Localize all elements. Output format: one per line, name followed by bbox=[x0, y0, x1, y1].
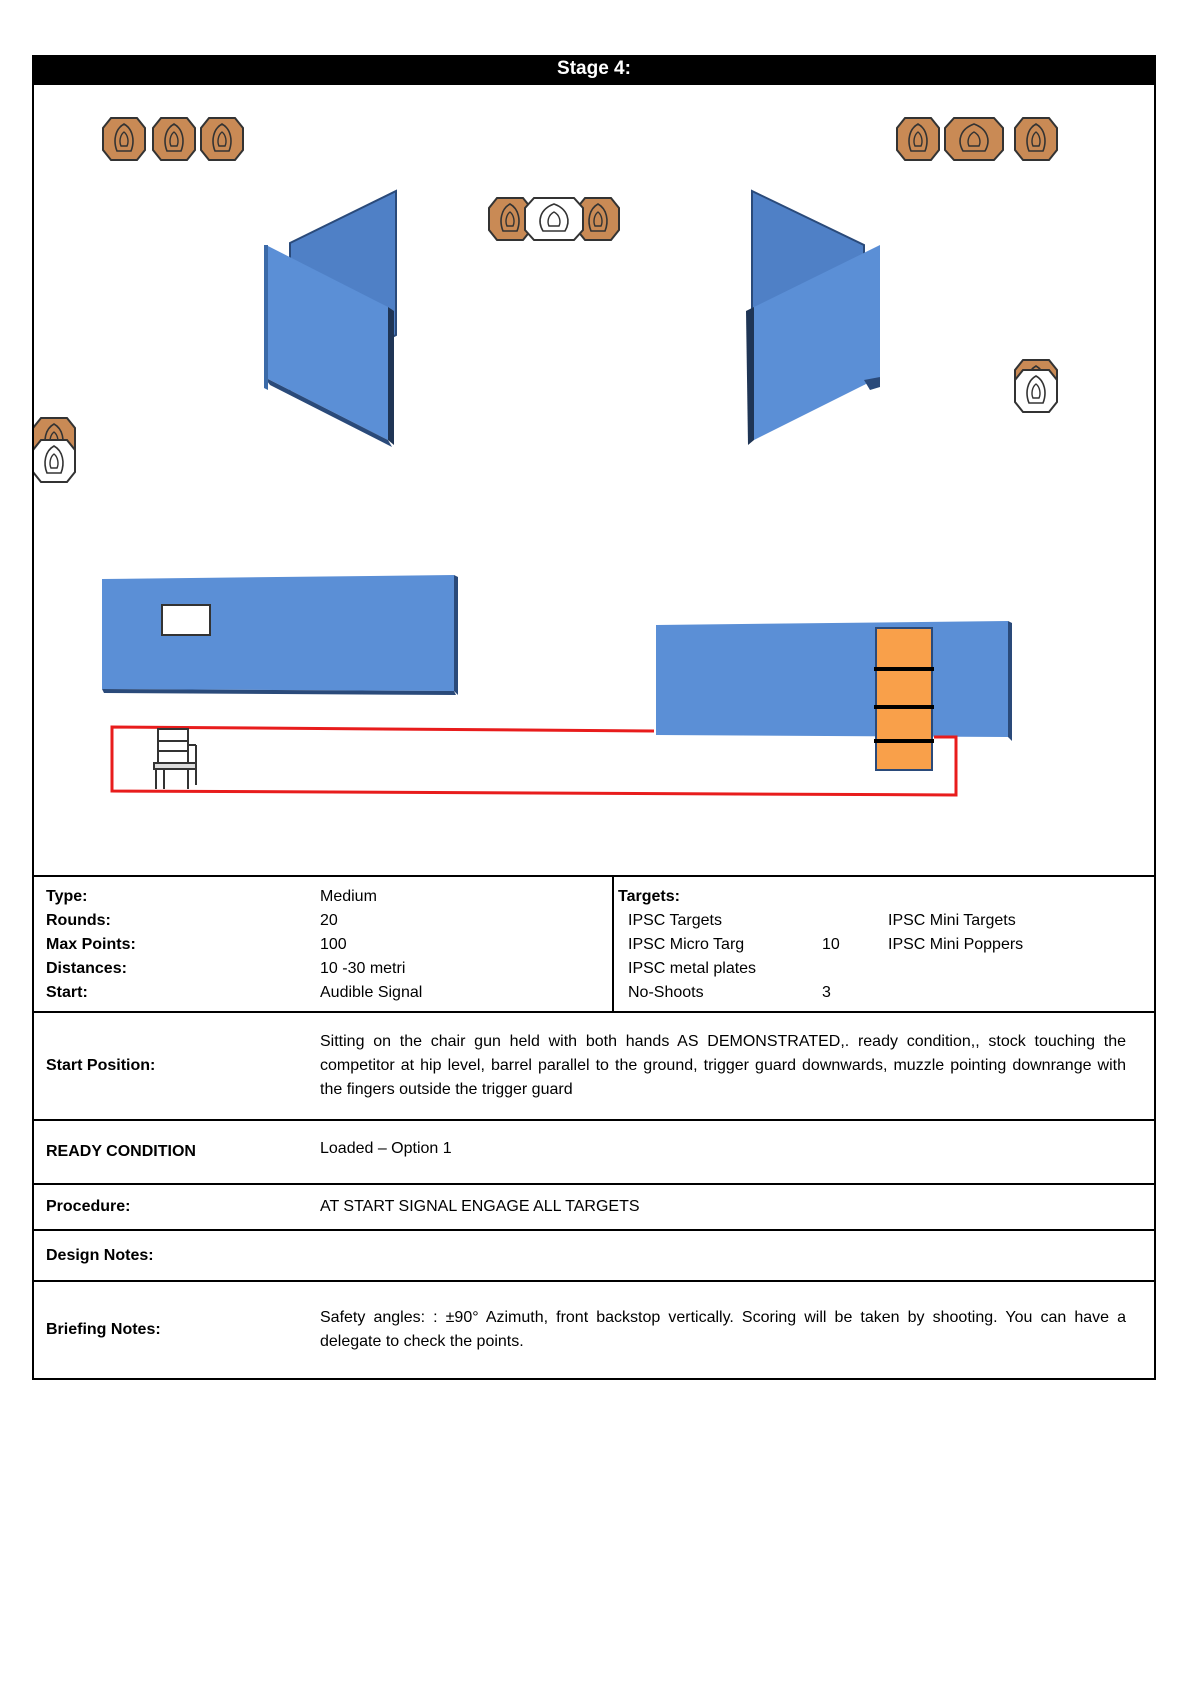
start-position-label: Start Position: bbox=[46, 1057, 156, 1074]
chair-icon bbox=[154, 729, 196, 789]
fault-line bbox=[112, 727, 956, 795]
target-count bbox=[822, 957, 888, 981]
targets-section bbox=[614, 877, 1154, 1011]
targets-row bbox=[618, 957, 1154, 981]
target-type: No-Shoots bbox=[628, 984, 704, 1001]
ipsc-target-icon bbox=[1015, 118, 1057, 160]
right-v-wall bbox=[746, 191, 880, 445]
type-label: Type: bbox=[46, 888, 88, 905]
stage-layout-drawing bbox=[34, 85, 1154, 875]
distances-value: 10 -30 metri bbox=[320, 960, 406, 977]
ready-condition-text: Loaded – Option 1 bbox=[320, 1140, 452, 1157]
briefing-notes-label: Briefing Notes: bbox=[46, 1321, 161, 1338]
ipsc-target-icon bbox=[153, 118, 195, 160]
target-type: IPSC metal plates bbox=[628, 960, 757, 977]
targets-row bbox=[618, 981, 1154, 1005]
target-count: 3 bbox=[822, 984, 831, 1001]
rounds-value: 20 bbox=[320, 912, 338, 929]
design-notes-row bbox=[34, 1231, 1154, 1280]
right-side-target-group bbox=[1015, 360, 1057, 412]
stage-diagram bbox=[32, 83, 1156, 875]
left-v-wall bbox=[264, 191, 396, 447]
lower-left-wall bbox=[102, 575, 458, 695]
door-obstacle bbox=[876, 628, 932, 770]
type-value: Medium bbox=[320, 888, 377, 905]
ipsc-target-icon bbox=[897, 118, 939, 160]
targets-label: Targets: bbox=[618, 888, 680, 905]
ipsc-target-icon bbox=[103, 118, 145, 160]
ready-condition-label: READY CONDITION bbox=[46, 1143, 196, 1160]
start-label: Start: bbox=[46, 984, 88, 1001]
design-notes-label: Design Notes: bbox=[46, 1246, 154, 1264]
max-points-value: 100 bbox=[320, 936, 347, 953]
stage-info-table bbox=[32, 875, 1156, 1380]
distances-label: Distances: bbox=[46, 960, 127, 977]
window-port bbox=[162, 605, 210, 635]
ipsc-target-icon bbox=[945, 118, 1003, 160]
stage-title: Stage 4: bbox=[32, 55, 1156, 83]
targets-row bbox=[618, 933, 1154, 957]
start-position-row bbox=[34, 1013, 1154, 1119]
ipsc-target-icon bbox=[201, 118, 243, 160]
lower-right-wall bbox=[656, 621, 1012, 770]
briefing-notes-row bbox=[34, 1282, 1154, 1378]
briefing-notes-text: Safety angles: : ±90° Azimuth, front backstop vertically. Scoring will be taken by shooting. You can have a delegate to check the points. bbox=[320, 1309, 1126, 1350]
target-type: IPSC Targets bbox=[628, 912, 722, 929]
target-type: IPSC Micro Targ bbox=[628, 936, 745, 953]
center-target-group bbox=[489, 198, 619, 240]
left-side-target-group bbox=[34, 418, 75, 482]
targets-row bbox=[618, 909, 1154, 933]
stage-summary bbox=[34, 877, 614, 1011]
rounds-label: Rounds: bbox=[46, 912, 111, 929]
start-value: Audible Signal bbox=[320, 984, 423, 1001]
max-points-label: Max Points: bbox=[46, 936, 136, 953]
target-type bbox=[888, 981, 1154, 1005]
stage-sheet bbox=[32, 55, 1156, 1380]
target-type bbox=[888, 957, 1154, 981]
target-type: IPSC Mini Poppers bbox=[888, 936, 1024, 953]
target-count: 10 bbox=[822, 936, 840, 953]
procedure-text: AT START SIGNAL ENGAGE ALL TARGETS bbox=[320, 1198, 640, 1215]
target-type: IPSC Mini Targets bbox=[888, 912, 1016, 929]
start-position-text: Sitting on the chair gun held with both hands AS DEMONSTRATED,. ready condition,, stock touching the competitor at hip level, barrel parallel to the ground, trigger guard downwards, muzzle pointing downrange with the fingers outside the trigger guard bbox=[320, 1033, 1126, 1098]
procedure-label: Procedure: bbox=[46, 1198, 131, 1215]
ready-condition-row bbox=[34, 1121, 1154, 1183]
procedure-row bbox=[34, 1185, 1154, 1229]
target-count bbox=[822, 909, 888, 933]
